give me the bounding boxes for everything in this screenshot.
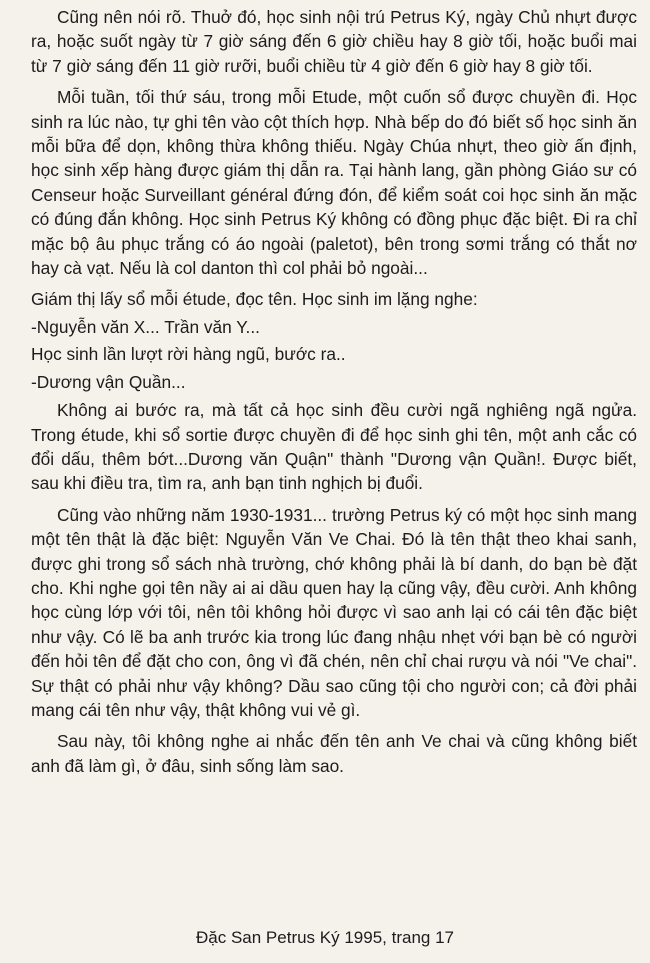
paragraph-weekly-register: Mỗi tuần, tối thứ sáu, trong mỗi Etude, một cuốn sổ được chuyền đi. Học sinh ra lúc nào, tự ghi tên vào cột thích hợp. Nhà bếp do đó biết số học sinh ăn mỗi bữa để dọn, không thừa không thiếu. Ngày Chúa nhựt, theo giờ ấn định, học sinh xếp hàng được giám thị dẫn ra. Tại hành lang, gần phòng Giáo sư có Censeur hoặc Surveillant général đứng đón, để kiểm soát coi học sinh ăn mặc có đúng đắn không. Học sinh Petrus Ký không có đồng phục đặc biệt. Đi ra chỉ mặc bộ âu phục trắng có áo ngoài (paletot), bên trong sơmi trắng có thắt nơ hay cà vạt. Nếu là col danton thì col phải bỏ ngoài... [31, 87, 637, 279]
paragraph-supervisor-reads: Giám thị lấy sổ mỗi étude, đọc tên. Học sinh im lặng nghe: [31, 289, 478, 310]
page-footer-citation: Đặc San Petrus Ký 1995, trang 17 [196, 928, 454, 947]
dialogue-line-names: -Nguyễn văn X... Trần văn Y... [31, 316, 260, 337]
dialogue-line-duong-van-quan: -Dương vận Quần... [31, 371, 186, 392]
paragraph-prank: Không ai bước ra, mà tất cả học sinh đều cười ngã nghiêng ngã ngửa. Trong étude, khi sổ sortie được chuyền đi để học sinh ghi tên, một anh cắc có đổi dấu, thêm bớt...Dương văn Quận" thành "Dương vận Quần!. Được biết, sau khi điều tra, tìm ra, anh bạn tinh nghịch bị đuổi. [31, 400, 637, 494]
paragraph-ve-chai: Cũng vào những năm 1930-1931... trường Petrus ký có một học sinh mang một tên thật là đặc biệt: Nguyễn Văn Ve Chai. Đó là tên thật theo khai sanh, được ghi trong sổ sách nhà trường, chớ không phải là bí danh, do bạn bè đặt cho. Khi nghe gọi tên nầy ai ai dầu quen hay lạ cũng vậy, đều cười. Anh không học cùng lớp với tôi, nên tôi không hỏi được vì sao anh lại có cái tên đặc biệt như vậy. Có lẽ ba anh trước kia trong lúc đang nhậu nhẹt với bạn bè có người đến hỏi tên để đặt cho con, ông vì đã chén, nên chỉ chai rượu và nói "Ve chai". Sự thật có phải như vậy không? Dầu sao cũng tội cho người con; cả đời phải mang cái tên như vậy, thật không vui vẻ gì. [31, 504, 637, 720]
paragraph-students-step-out: Học sinh lần lượt rời hàng ngũ, bước ra.. [31, 344, 346, 365]
paragraph-boarding-hours: Cũng nên nói rõ. Thuở đó, học sinh nội trú Petrus Ký, ngày Chủ nhựt được ra, hoặc suốt ngày từ 7 giờ sáng đến 6 giờ chiều hay 8 giờ tối, hoặc buổi mai từ 7 giờ sáng đến 11 giờ rưỡi, buổi chiều từ 4 giờ đến 6 giờ hay 8 giờ tối. [31, 7, 637, 76]
paragraph-closing: Sau này, tôi không nghe ai nhắc đến tên anh Ve chai và cũng không biết anh đã làm gì, ở đâu, sinh sống làm sao. [31, 731, 637, 776]
article-body [31, 5, 637, 785]
